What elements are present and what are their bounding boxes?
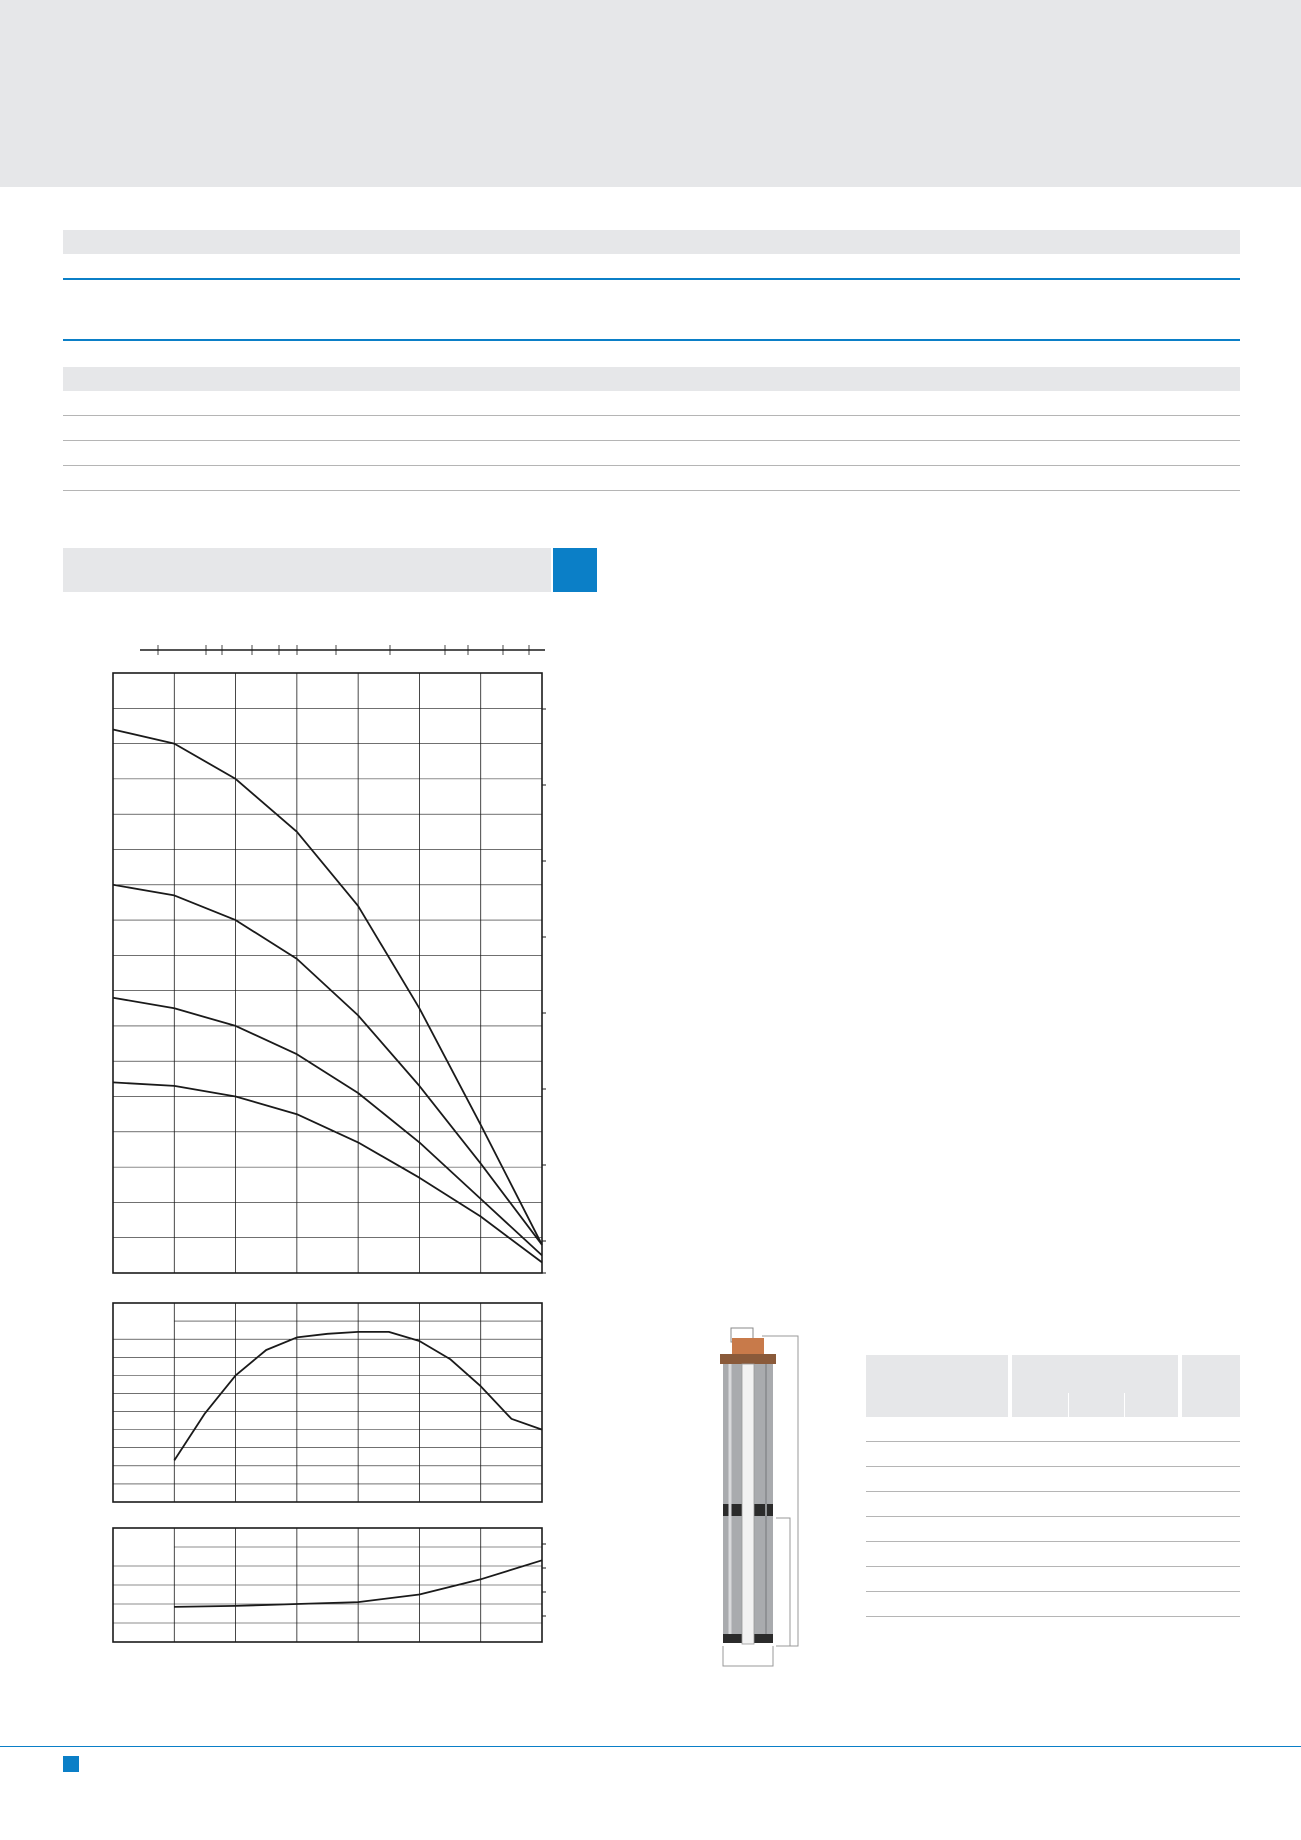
power-chart	[113, 1528, 546, 1642]
table-row	[63, 465, 1240, 466]
plot-frame	[113, 673, 542, 1273]
series-curve-4	[113, 1082, 542, 1262]
spec-table-row	[866, 1566, 1240, 1567]
spec-table-header-col3	[1182, 1355, 1240, 1417]
dimension-diameter	[723, 1646, 773, 1666]
pump-collar	[720, 1354, 776, 1364]
table-header-row	[63, 367, 1240, 391]
spec-table-row	[866, 1591, 1240, 1592]
spec-table-row	[866, 1616, 1240, 1617]
performance-header	[63, 548, 551, 592]
spec-subdivider	[1068, 1393, 1069, 1417]
series-curve-3	[113, 998, 542, 1256]
footer-line	[0, 1746, 1301, 1747]
plot-frame	[113, 1303, 542, 1502]
spec-subdivider	[1124, 1393, 1125, 1417]
head-flow-chart	[113, 673, 546, 1273]
table-row	[63, 490, 1240, 491]
spec-table-row	[866, 1466, 1240, 1467]
footer-page-marker	[63, 1756, 79, 1772]
efficiency-chart	[113, 1303, 542, 1502]
spec-table-row	[866, 1541, 1240, 1542]
spec-table-row	[866, 1516, 1240, 1517]
series-curve-2	[113, 885, 542, 1245]
divider-bottom	[63, 339, 1240, 341]
table-row	[63, 415, 1240, 416]
table-row	[63, 440, 1240, 441]
dimension-motor	[776, 1518, 790, 1646]
spec-table-header-col2	[1012, 1355, 1178, 1417]
spec-table	[866, 1355, 1240, 1645]
header-band	[0, 0, 1301, 187]
top-axis	[140, 645, 545, 655]
section-bar	[63, 230, 1240, 254]
spec-table-row	[866, 1441, 1240, 1442]
divider-top	[63, 278, 1240, 280]
pump-shaft	[742, 1364, 754, 1644]
pump-drawing	[712, 1320, 822, 1670]
spec-table-row	[866, 1491, 1240, 1492]
performance-marker	[553, 548, 597, 592]
spec-table-header-col1	[866, 1355, 1008, 1417]
performance-charts	[0, 620, 600, 1650]
